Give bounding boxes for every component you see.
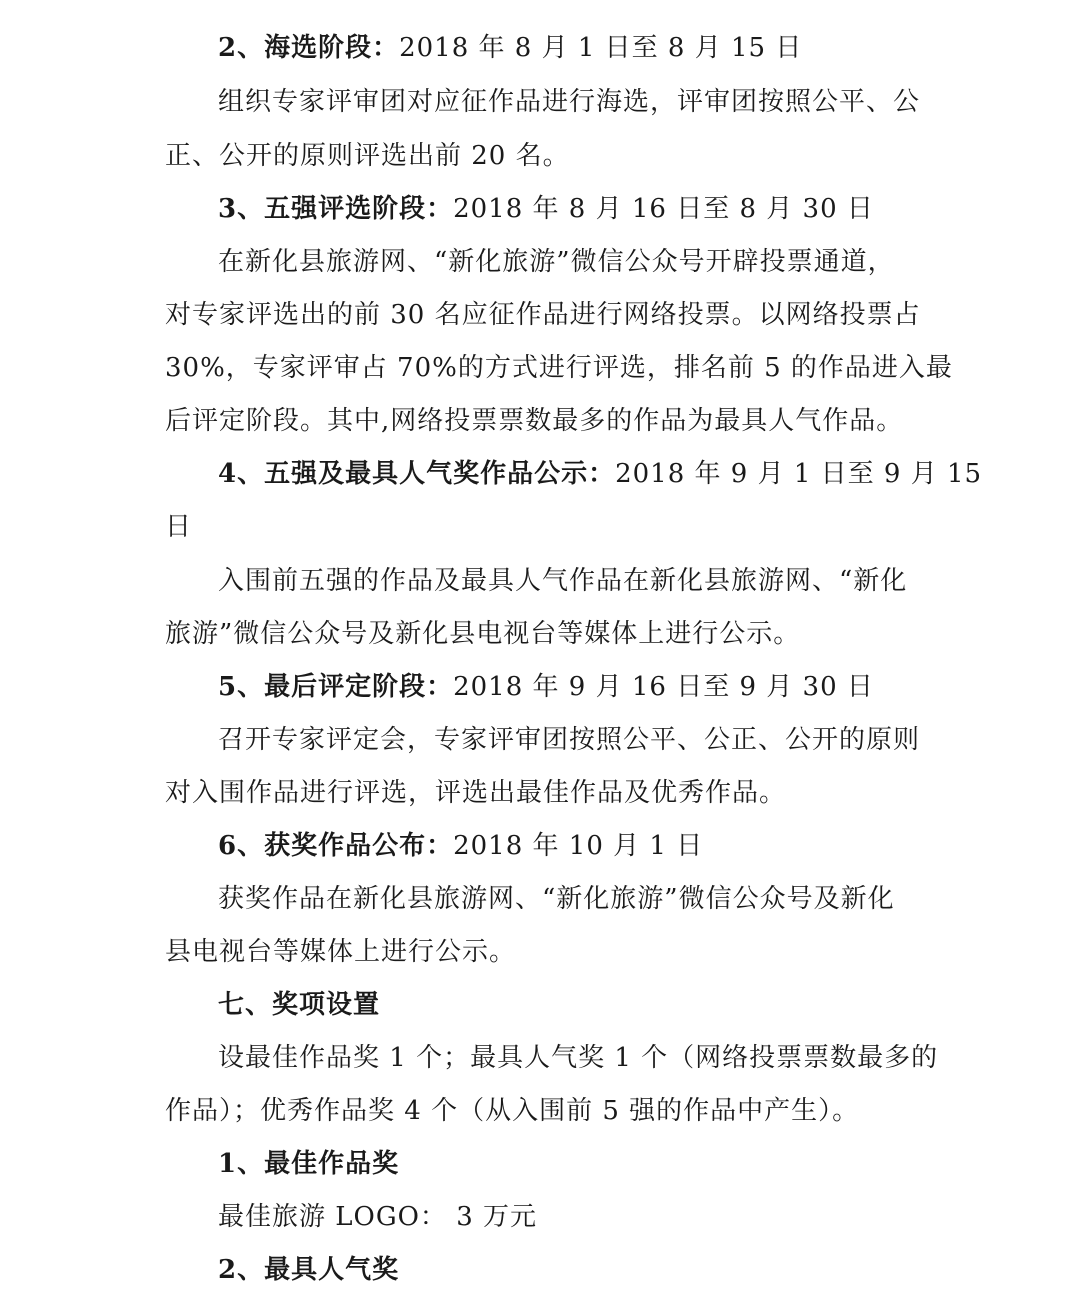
section-3-paragraph-line-1: 在新化县旅游网、“新化旅游”微信公众号开辟投票通道， (218, 247, 895, 277)
section-5-date: 2018 年 9 月 16 日至 9 月 30 日 (453, 672, 874, 702)
section-2-date: 2018 年 8 月 1 日至 8 月 15 日 (399, 33, 803, 63)
section-6-title: 6、获奖作品公布： (218, 831, 454, 861)
award-1-text: 最佳旅游 LOGO： 3 万元 (218, 1202, 538, 1232)
section-3-paragraph-line-4: 后评定阶段。其中,网络投票票数最多的作品为最具人气作品。 (165, 406, 904, 436)
section-6-paragraph-line-2: 县电视台等媒体上进行公示。 (165, 937, 517, 967)
section-4-paragraph-line-2: 旅游”微信公众号及新化县电视台等媒体上进行公示。 (165, 619, 801, 649)
section-5-paragraph-line-2: 对入围作品进行评选，评选出最佳作品及优秀作品。 (165, 778, 787, 808)
section-5-paragraph-line-1: 召开专家评定会，专家评审团按照公平、公正、公开的原则 (218, 725, 921, 755)
section-2-heading (0, 28, 1080, 68)
section-3-heading (0, 189, 1080, 229)
section-4-heading-wrap: 日 (165, 512, 193, 542)
section-4-heading (0, 454, 1080, 494)
section-4-paragraph-line-1: 入围前五强的作品及最具人气作品在新化县旅游网、“新化 (218, 566, 908, 596)
section-5-title: 5、最后评定阶段： (218, 672, 454, 702)
award-2-heading: 2、最具人气奖 (218, 1255, 400, 1285)
section-3-paragraph-line-3: 30%，专家评审占 70%的方式进行评选，排名前 5 的作品进入最 (165, 353, 953, 383)
awards-paragraph-line-2: 作品）；优秀作品奖 4 个（从入围前 5 强的作品中产生）。 (165, 1096, 860, 1126)
section-6-paragraph-line-1: 获奖作品在新化县旅游网、“新化旅游”微信公众号及新化 (218, 884, 895, 914)
section-5-heading (0, 667, 1080, 707)
awards-paragraph-line-1: 设最佳作品奖 1 个；最具人气奖 1 个（网络投票票数最多的 (218, 1043, 939, 1073)
section-2-title: 2、海选阶段： (218, 33, 400, 63)
section-4-title: 4、五强及最具人气奖作品公示： (218, 459, 616, 489)
section-4-date: 2018 年 9 月 1 日至 9 月 15 (615, 459, 983, 489)
section-2-paragraph-line-1: 组织专家评审团对应征作品进行海选，评审团按照公平、公 (218, 87, 921, 117)
section-2-paragraph-line-2: 正、公开的原则评选出前 20 名。 (165, 141, 570, 171)
section-3-date: 2018 年 8 月 16 日至 8 月 30 日 (453, 194, 874, 224)
section-6-date: 2018 年 10 月 1 日 (453, 831, 704, 861)
section-3-title: 3、五强评选阶段： (218, 194, 454, 224)
section-6-heading (0, 826, 1080, 866)
awards-title: 七、奖项设置 (218, 990, 381, 1020)
award-1-heading: 1、最佳作品奖 (218, 1149, 400, 1179)
section-3-paragraph-line-2: 对专家评选出的前 30 名应征作品进行网络投票。以网络投票占 (165, 300, 921, 330)
